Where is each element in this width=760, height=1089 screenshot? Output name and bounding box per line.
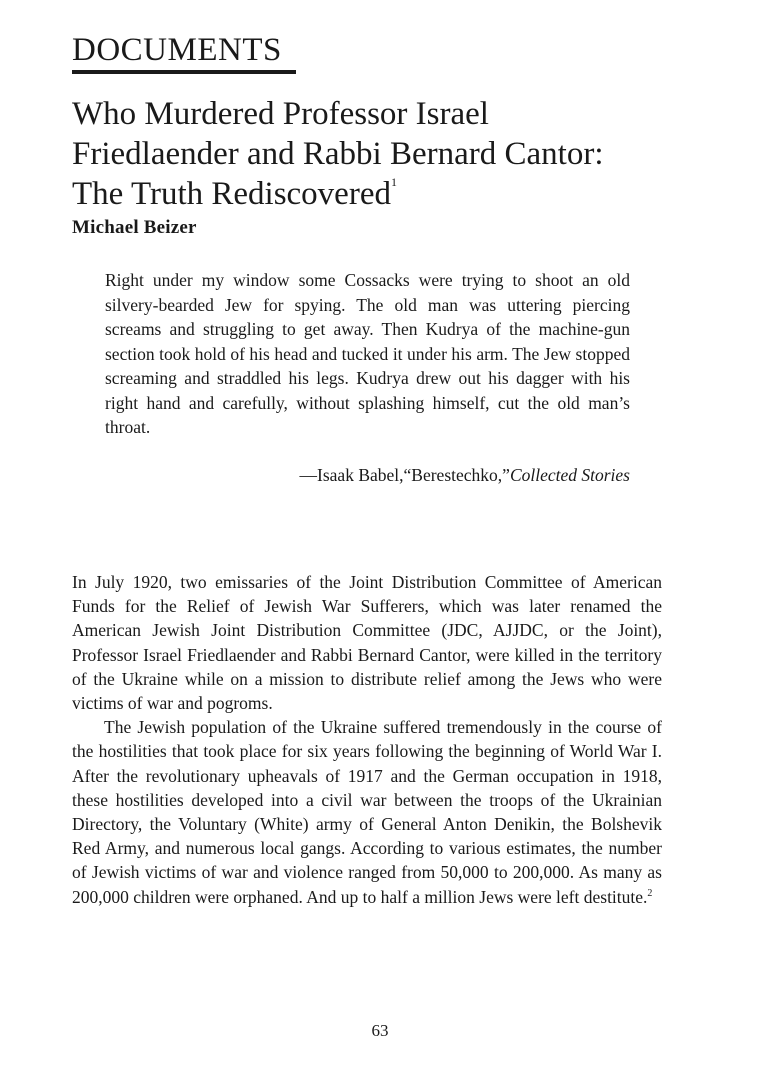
article-title-text: Who Murdered Professor Israel Friedlaender and Rabbi Bernard Cantor: The Truth Rediscovered [72, 96, 604, 212]
article-body [72, 570, 662, 909]
attribution-author: —Isaak Babel,“Berestechko,” [299, 465, 510, 485]
attribution-source: Collected Stories [509, 465, 630, 485]
page-number: 63 [371, 1021, 389, 1040]
epigraph-attribution [105, 463, 630, 487]
article-title [72, 94, 632, 214]
footnote-marker[interactable]: 2 [647, 887, 653, 899]
body-paragraph [72, 715, 662, 909]
body-paragraph-text: The Jewish population of the Ukraine suffered tremendously in the course of the hostilities that took place for six years following the beginning of World War I. After the revolutionary upheavals of 1917 and the German occupation in 1918, these hostilities developed into a civil war between the troops of the Ukrainian Directory, the Voluntary (White) army of General Anton Denikin, the Bolshevik Red Army, and numerous local gangs. According to various estimates, the number of Jewish victims of war and violence ranged from 50,000 to 200,000. As many as 200,000 children were orphaned. And up to half a million Jews were left destitute. [72, 717, 662, 907]
author-name: Michael Beizer [72, 217, 197, 238]
title-footnote-marker[interactable]: 1 [390, 175, 397, 189]
epigraph-quote: Right under my window some Cossacks were trying to shoot an old silvery-bearded Jew for spying. The old man was uttering piercing screams and struggling to get away. Then Kudrya of the machine-gun section took hold of his head and tucked it under his arm. The Jew stopped screaming and straddled his legs. Kudrya drew out his dagger with his right hand and carefully, without splashing himself, cut the old man’s throat. [105, 270, 630, 437]
body-paragraph: In July 1920, two emissaries of the Joint Distribution Committee of American Funds for the Relief of Jewish War Sufferers, which was later renamed the American Jewish Joint Distribution Committee (JDC, AJJDC, or the Joint), Professor Israel Friedlaender and Rabbi Bernard Cantor, were killed in the territory of the Ukraine while on a mission to distribute relief among the Jews who were victims of war and pogroms. [72, 572, 662, 714]
section-label: DOCUMENTS [72, 30, 296, 74]
